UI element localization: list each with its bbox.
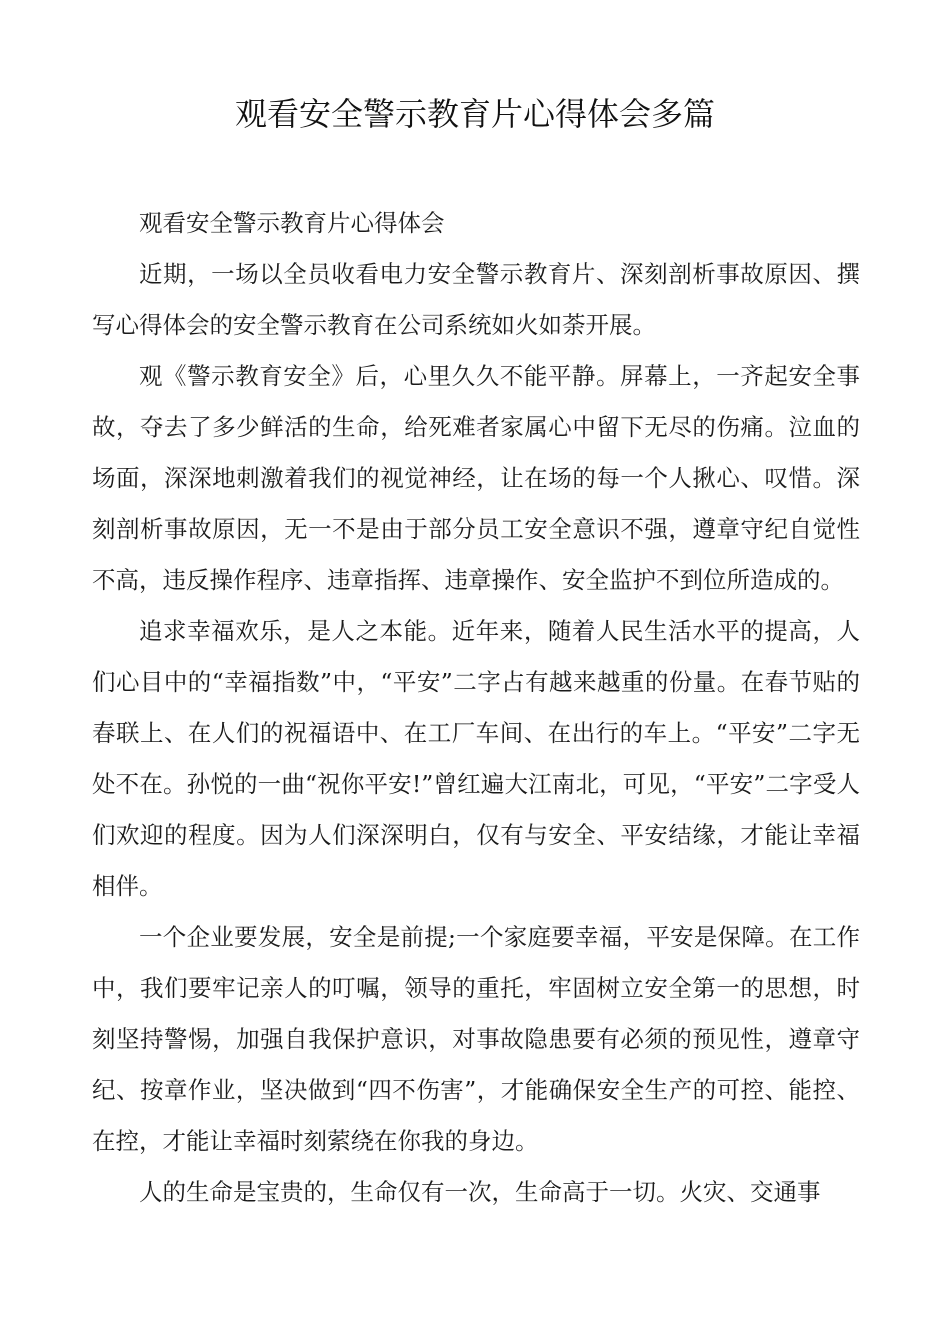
document-body: [92, 198, 860, 1218]
paragraph: 观《警示教育安全》后，心里久久不能平静。屏幕上，一齐起安全事故，夺去了多少鲜活的生命，给死难者家属心中留下无尽的伤痛。泣血的场面，深深地刺激着我们的视觉神经，让在场的每一个人揪心、叹惜。深刻剖析事故原因，无一不是由于部分员工安全意识不强，遵章守纪自觉性不高，违反操作程序、违章指挥、违章操作、安全监护不到位所造成的。: [92, 362, 860, 594]
paragraph: 追求幸福欢乐，是人之本能。近年来，随着人民生活水平的提高，人们心目中的“幸福指数”中，“平安”二字占有越来越重的份量。在春节贴的春联上、在人们的祝福语中、在工厂车间、在出行的车上。“平安”二字无处不在。孙悦的一曲“祝你平安!”曾红遍大江南北，可见，“平安”二字受人们欢迎的程度。因为人们深深明白，仅有与安全、平安结缘，才能让幸福相伴。: [92, 617, 860, 900]
paragraph: 一个企业要发展，安全是前提;一个家庭要幸福，平安是保障。在工作中，我们要牢记亲人的叮嘱，领导的重托，牢固树立安全第一的思想，时刻坚持警惕，加强自我保护意识，对事故隐患要有必须的预见性，遵章守纪、按章作业，坚决做到“四不伤害”，才能确保安全生产的可控、能控、在控，才能让幸福时刻萦绕在你我的身边。: [92, 923, 860, 1155]
paragraph: 近期，一场以全员收看电力安全警示教育片、深刻剖析事故原因、撰写心得体会的安全警示教育在公司系统如火如荼开展。: [92, 260, 860, 339]
document-title: 观看安全警示教育片心得体会多篇: [234, 95, 715, 133]
section-heading: 观看安全警示教育片心得体会: [139, 209, 445, 237]
paragraph: 人的生命是宝贵的，生命仅有一次，生命高于一切。火灾、交通事: [139, 1178, 821, 1206]
